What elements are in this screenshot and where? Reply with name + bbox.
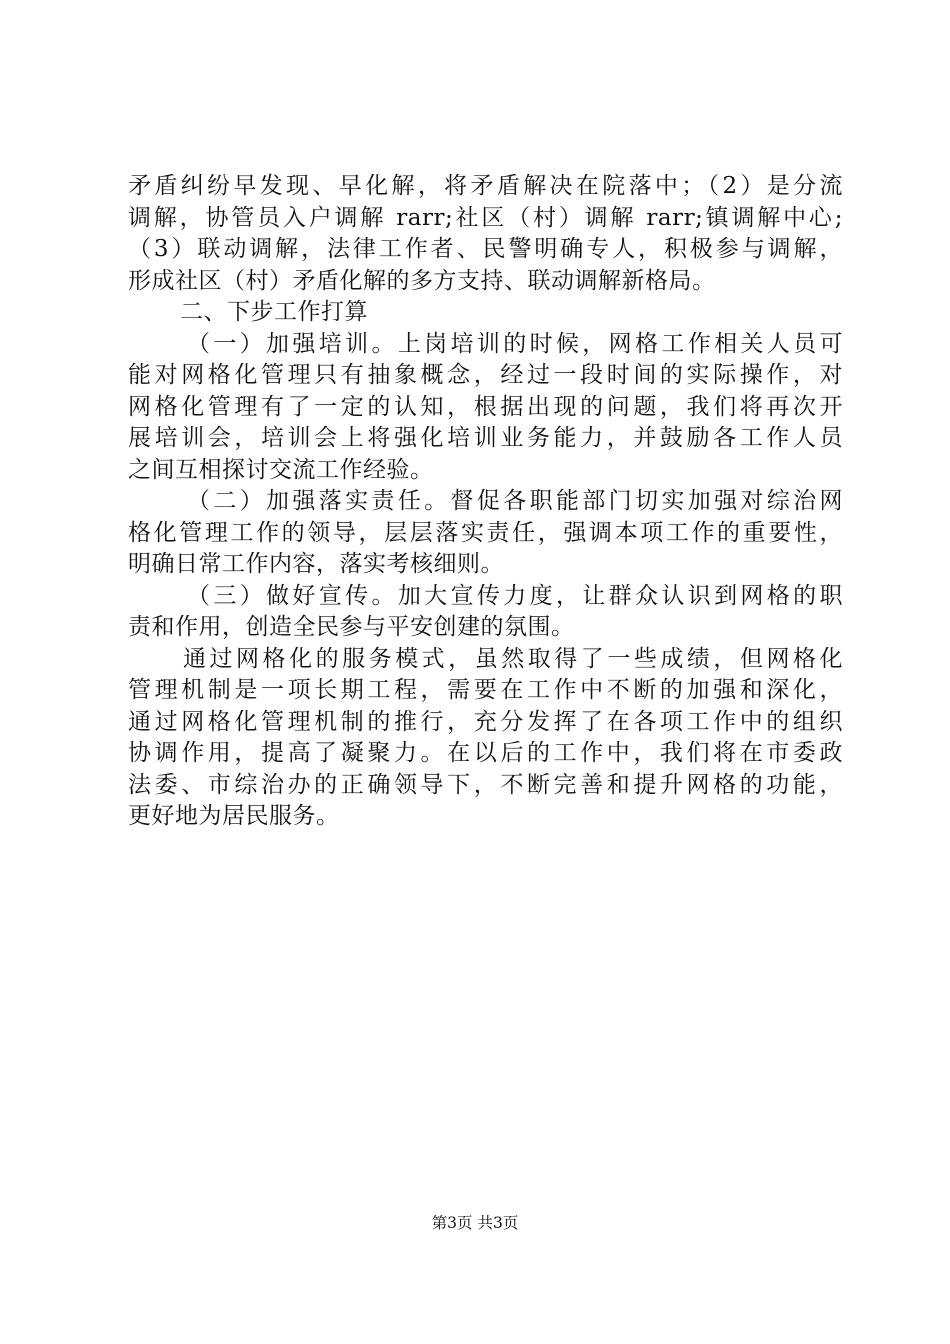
text-line: 之间互相探讨交流工作经验。 bbox=[128, 456, 434, 483]
text-line: （一）加强培训。上岗培训的时候，网格工作相关人员可 bbox=[187, 330, 843, 357]
text-line: 格化管理工作的领导，层层落实责任，强调本项工作的重要性， bbox=[128, 519, 843, 546]
text-line: 通过网格化管理机制的推行，充分发挥了在各项工作中的组织 bbox=[128, 708, 843, 735]
text-line: （3）联动调解，法律工作者、民警明确专人，积极参与调解， bbox=[128, 236, 843, 262]
text-line: （三）做好宣传。加大宣传力度，让群众认识到网格的职 bbox=[187, 582, 843, 609]
text-line: 协调作用，提高了凝聚力。在以后的工作中，我们将在市委政 bbox=[128, 740, 843, 766]
text-line: 更好地为居民服务。 bbox=[128, 803, 340, 829]
text-line: （二）加强落实责任。督促各职能部门切实加强对综治网 bbox=[187, 488, 843, 514]
text-line: 展培训会，培训会上将强化培训业务能力，并鼓励各工作人员 bbox=[128, 425, 843, 451]
text-line: 形成社区（村）矛盾化解的多方支持、联动调解新格局。 bbox=[128, 267, 716, 294]
text-line: 明确日常工作内容，落实考核细则。 bbox=[128, 551, 504, 577]
text-line: 能对网格化管理只有抽象概念，经过一段时间的实际操作，对 bbox=[128, 362, 843, 388]
text-line: 网格化管理有了一定的认知，根据出现的问题，我们将再次开 bbox=[128, 393, 843, 420]
text-line: 矛盾纠纷早发现、早化解，将矛盾解决在院落中；（2）是分流 bbox=[128, 173, 843, 199]
text-line: 通过网格化的服务模式，虽然取得了一些成绩，但网格化 bbox=[183, 645, 843, 672]
section-heading: 二、下步工作打算 bbox=[180, 299, 368, 325]
text-line: 法委、市综治办的正确领导下，不断完善和提升网格的功能， bbox=[128, 771, 843, 798]
text-line: 责和作用，创造全民参与平安创建的氛围。 bbox=[128, 614, 575, 640]
document-body bbox=[128, 171, 843, 833]
page-footer: 第3页 共3页 bbox=[431, 1214, 519, 1232]
text-line: 调解，协管员入户调解 rarr;社区（村）调解 rarr;镇调解中心; bbox=[128, 204, 843, 231]
text-line: 管理机制是一项长期工程，需要在工作中不断的加强和深化， bbox=[128, 677, 843, 703]
